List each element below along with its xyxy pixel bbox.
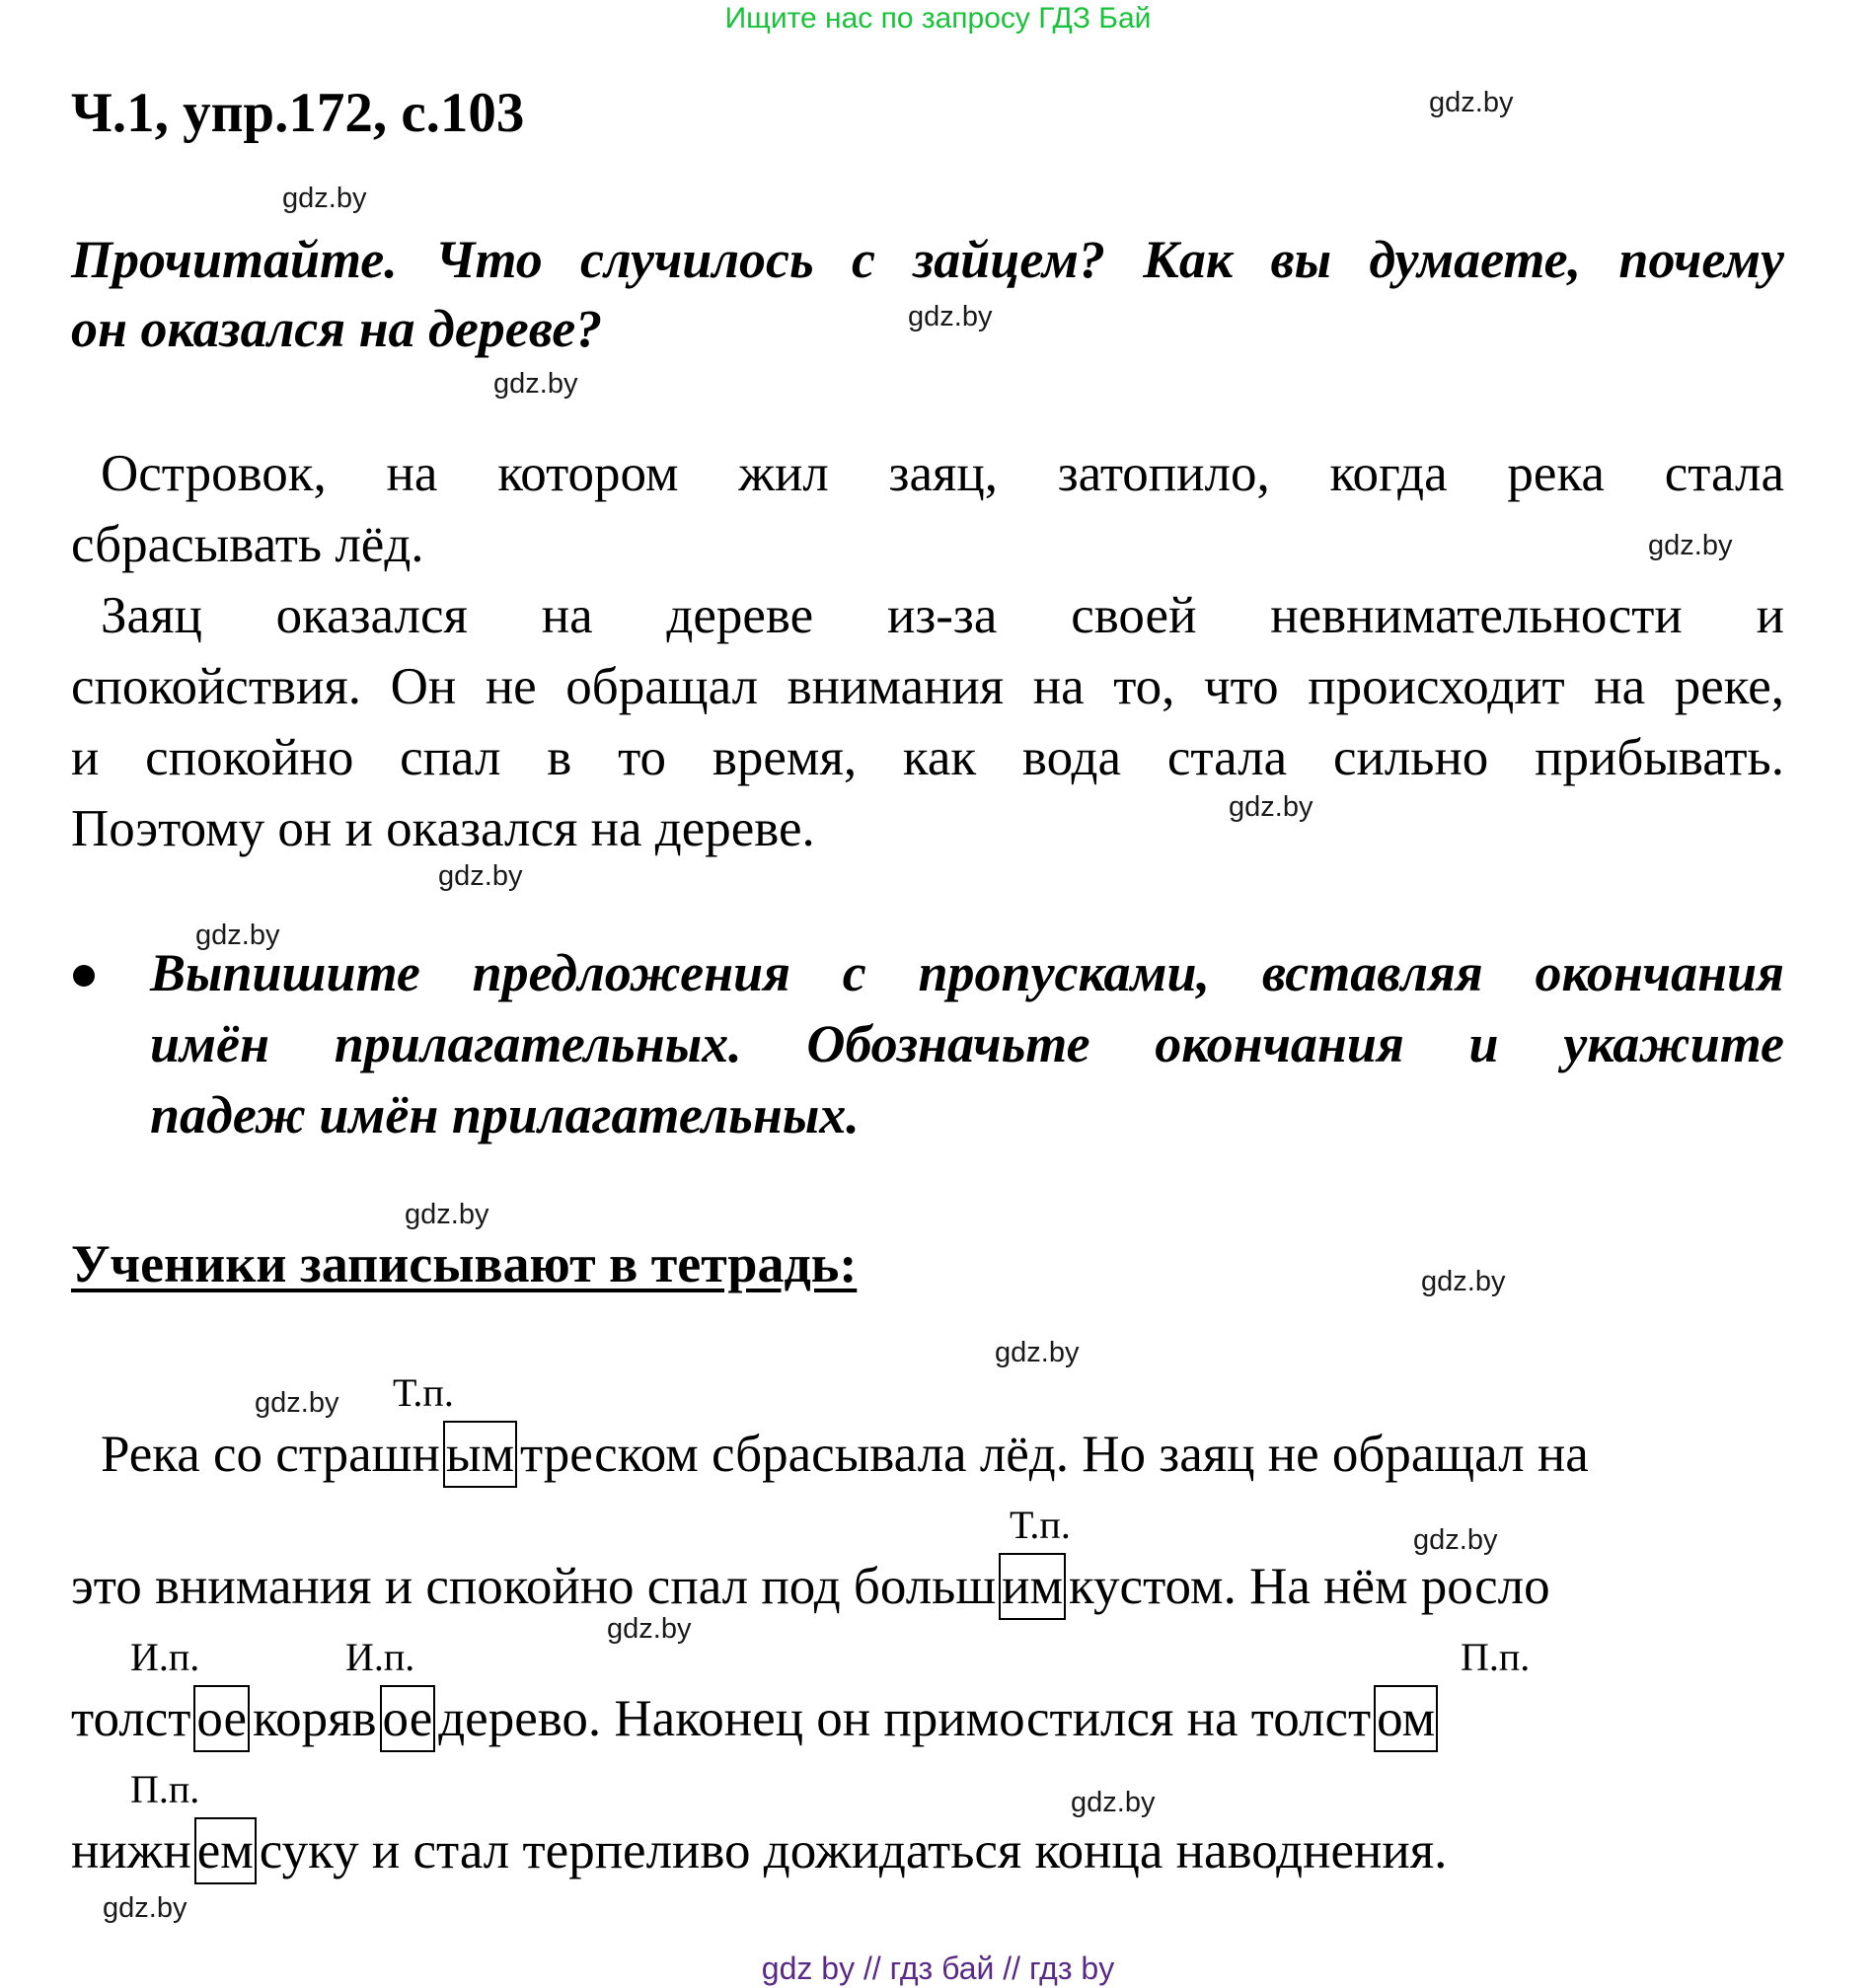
answer-p2-line3 [71,728,1784,787]
watermark: gdz.by [995,1337,1080,1368]
notebook-text: коряв [253,1690,377,1747]
ending-box: ым [443,1421,517,1488]
notebook-heading: Ученики записывают в тетрадь: [71,1234,858,1293]
watermark: gdz.by [1413,1524,1498,1556]
task2-word: укажите [1563,1014,1784,1073]
watermark: gdz.by [103,1892,188,1924]
answer-word: на [1032,658,1085,715]
watermark: gdz.by [1421,1266,1506,1297]
search-banner: Ищите нас по запросу ГДЗ Бай [724,2,1152,35]
answer-word: прибывать. [1535,729,1784,786]
answer-word: затопило, [1057,445,1270,502]
answer-word: как [902,729,977,786]
answer-word: спокойно [145,729,354,786]
task1-word: с [851,230,875,289]
task1-word: случилось [580,230,814,289]
task1-word: Прочитайте. [71,230,398,289]
notebook-text: Река со страшн [101,1426,440,1483]
task1-word: Как [1143,230,1234,289]
answer-word: котором [497,445,679,502]
ending-box: им [999,1553,1066,1620]
watermark: gdz.by [438,860,523,892]
answer-word: спал [400,729,501,786]
task2-word: и [1468,1014,1499,1073]
watermark: gdz.by [195,920,280,951]
notebook-line2 [71,1553,1550,1620]
task2-word: вставляя [1261,943,1483,1002]
task2-word: Обозначьте [806,1014,1090,1073]
answer-p2-line1 [71,586,1784,645]
task2-line1 [150,942,1784,1003]
answer-word: время, [712,729,858,786]
answer-word: обращал [565,658,759,715]
answer-word: происходит [1308,658,1565,715]
watermark: gdz.by [1071,1787,1156,1818]
answer-word: дереве [666,587,814,644]
answer-word: река [1507,445,1605,502]
notebook-text: треском сбрасывала лёд. Но заяц не обращал на [519,1426,1589,1483]
ending-box: ое [380,1685,436,1752]
watermark: gdz.by [255,1387,339,1419]
watermark: gdz.by [493,368,578,400]
answer-word: то [618,729,667,786]
notebook-line3 [71,1685,1441,1752]
task1-word: вы [1270,230,1332,289]
notebook-text: кустом. На нём росло [1069,1558,1550,1615]
answer-p2-line4: Поэтому он и оказался на дереве. [71,800,815,857]
task1-word: Что [435,230,543,289]
watermark: gdz.by [282,183,367,214]
answer-word: то, [1113,658,1175,715]
task2-line2 [150,1013,1784,1074]
answer-word: на [1594,658,1646,715]
ending-box: ое [193,1685,250,1752]
case-label: И.п. [345,1635,415,1679]
answer-word: что [1204,658,1279,715]
case-label: Т.п. [393,1370,454,1415]
notebook-text: дерево. Наконец он примостился на толст [438,1690,1372,1747]
watermark: gdz.by [607,1613,692,1645]
answer-word: своей [1071,587,1197,644]
task2-word: пропусками, [918,943,1211,1002]
notebook-text: суку и стал терпеливо дожидаться конца наводнения. [259,1822,1448,1879]
task1-line1 [71,229,1784,290]
answer-word: и [1756,587,1784,644]
answer-word: реке, [1674,658,1784,715]
task1-word: думаете, [1369,230,1582,289]
case-label: П.п. [1461,1635,1531,1679]
answer-word: Заяц [101,587,202,644]
task2-word: прилагательных. [334,1014,742,1073]
answer-word: на [386,445,438,502]
task1-word: зайцем? [913,230,1105,289]
answer-word: невнимательности [1270,587,1683,644]
task2-word: Выпишите [150,943,420,1002]
exercise-title: Ч.1, упр.172, с.103 [71,82,525,144]
answer-p1-line1 [71,444,1784,503]
notebook-text: нижн [71,1822,191,1879]
answer-word: стала [1664,445,1784,502]
answer-p1-line2: сбрасывать лёд. [71,516,424,573]
answer-word: когда [1329,445,1448,502]
task2-line3: падеж имён прилагательных. [150,1085,860,1144]
answer-word: внимания [787,658,1005,715]
answer-word: на [541,587,593,644]
answer-word: вода [1021,729,1122,786]
answer-word: в [547,729,572,786]
footer-links: gdz by // гдз бай // гдз by [761,1951,1115,1986]
answer-word: спокойствия. [71,658,362,715]
task2-word: окончания [1535,943,1784,1002]
notebook-text: толст [71,1690,191,1747]
case-label: Т.п. [1010,1503,1071,1547]
task2-word: предложения [472,943,790,1002]
answer-word: жил [738,445,829,502]
answer-word: и [71,729,100,786]
case-label: И.п. [130,1635,200,1679]
case-label: П.п. [130,1767,200,1811]
answer-word: Он [390,658,457,715]
task1-line2: он оказался на дереве? [71,299,603,358]
watermark: gdz.by [1429,87,1514,118]
watermark: gdz.by [1648,530,1733,561]
task2-word: имён [150,1014,269,1073]
ending-box: ом [1374,1685,1438,1752]
task2-word: с [842,943,866,1002]
answer-word: не [485,658,537,715]
task1-word: почему [1618,230,1784,289]
task2-word: окончания [1155,1014,1404,1073]
notebook-line4 [71,1817,1447,1884]
answer-word: заяц, [888,445,998,502]
watermark: gdz.by [405,1199,489,1230]
answer-p2-line2 [71,657,1784,716]
watermark: gdz.by [908,301,993,332]
notebook-line1 [101,1421,1589,1488]
bullet-icon [73,965,95,987]
ending-box: ем [194,1817,257,1884]
answer-word: из-за [886,587,998,644]
answer-word: оказался [275,587,468,644]
notebook-text: это внимания и спокойно спал под больш [71,1558,997,1615]
answer-word: Островок, [101,445,327,502]
answer-word: стала [1166,729,1288,786]
watermark: gdz.by [1229,791,1313,823]
answer-word: сильно [1332,729,1489,786]
